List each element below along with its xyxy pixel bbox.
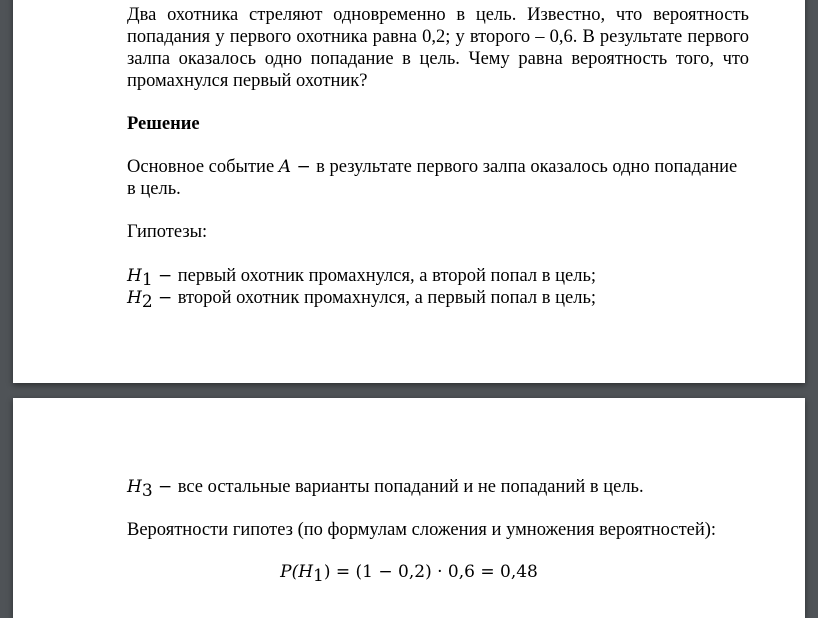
h-symbol: H: [127, 288, 142, 308]
probabilities-label: Вероятности гипотез (по формулам сложения и умножения вероятностей):: [127, 520, 717, 540]
hypothesis-h3: [127, 476, 749, 501]
h-index: 1: [141, 270, 153, 290]
dash: −: [152, 288, 178, 308]
dash: −: [291, 157, 317, 177]
dash: −: [152, 477, 178, 497]
h-symbol: H: [127, 266, 142, 286]
formula-rhs: ) = (1 − 0,2) · 0,6 = 0,48: [323, 562, 538, 582]
h-index: 3: [141, 481, 153, 501]
main-event-text: в результате первого залпа оказалось одно попадание в цель.: [127, 157, 738, 199]
main-event-prefix: Основное событие: [127, 157, 279, 177]
formula-p-h1: [13, 561, 805, 586]
formula-h-symbol: H: [298, 562, 314, 582]
hypothesis-text: второй охотник промахнулся, а первый попал в цель;: [177, 288, 597, 308]
document-page-1: [13, 0, 805, 383]
formula-h-index: 1: [313, 566, 324, 586]
main-event-paragraph: [127, 156, 749, 200]
dash: −: [152, 266, 178, 286]
hypothesis-text: первый охотник промахнулся, а второй попал в цель;: [177, 266, 597, 286]
formula-p: P(: [280, 562, 299, 582]
hypothesis-h2: [127, 287, 749, 312]
h-symbol: H: [127, 477, 142, 497]
h-index: 2: [141, 292, 153, 312]
event-a-symbol: A: [278, 157, 292, 177]
problem-statement: Два охотника стреляют одновременно в цель. Известно, что вероятность попадания у первого охотника равна 0,2; у второго – 0,6. В результате первого залпа оказалось одно попадание в цель. Чему равна вероятность того, что промахнулся первый охотник?: [127, 5, 749, 91]
document-page-2: [13, 398, 805, 618]
solution-heading: Решение: [127, 114, 200, 134]
hypothesis-text: все остальные варианты попаданий и не попаданий в цель.: [177, 477, 644, 497]
hypothesis-h1: [127, 265, 749, 290]
hypotheses-label: Гипотезы:: [127, 222, 208, 242]
